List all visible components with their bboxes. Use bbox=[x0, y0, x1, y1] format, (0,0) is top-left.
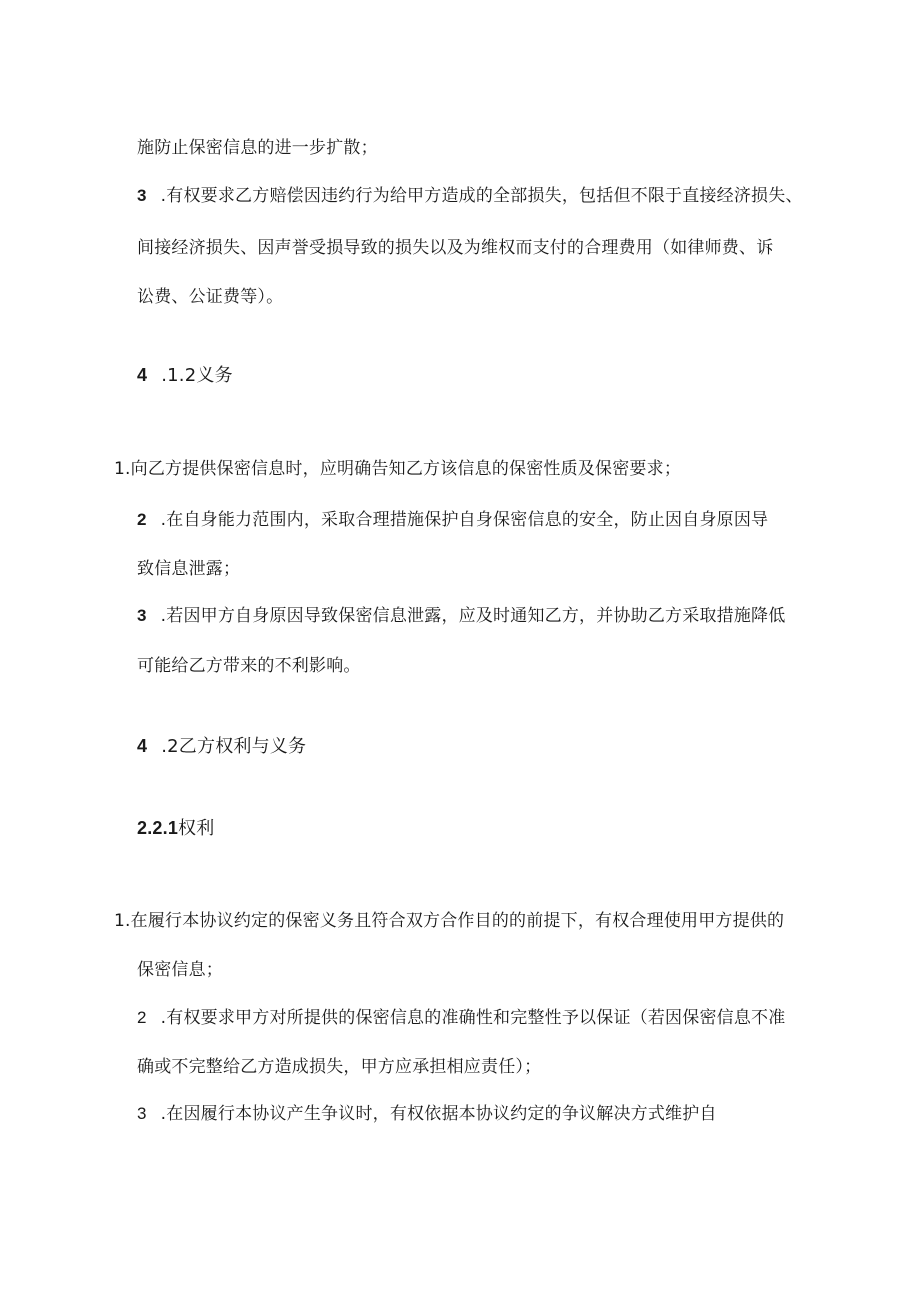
item-number: 2 bbox=[137, 510, 147, 529]
text: 致信息泄露； bbox=[137, 559, 241, 579]
subsection-heading bbox=[137, 816, 214, 841]
paragraph-line bbox=[137, 958, 223, 982]
section-heading bbox=[137, 363, 233, 388]
item-number: 3 bbox=[137, 1104, 147, 1123]
paragraph-line bbox=[137, 1006, 785, 1030]
paragraph-line bbox=[137, 654, 361, 678]
text: 确或不完整给乙方造成损失，甲方应承担相应责任）； bbox=[137, 1057, 542, 1077]
text: 可能给乙方带来的不利影响。 bbox=[137, 656, 361, 676]
heading-text: .2乙方权利与义务 bbox=[161, 736, 307, 757]
heading-number: 4 bbox=[137, 365, 148, 385]
item-number: 3 bbox=[137, 606, 147, 625]
paragraph-line bbox=[137, 1055, 541, 1079]
heading-number: 4 bbox=[137, 736, 148, 756]
paragraph-line bbox=[137, 604, 785, 628]
text: .有权要求乙方赔偿因违约行为给甲方造成的全部损失，包括但不限于直接经济损失、 bbox=[160, 186, 803, 206]
section-heading bbox=[137, 734, 306, 759]
text: 讼费、公证费等）。 bbox=[137, 287, 284, 307]
paragraph-line bbox=[137, 285, 283, 309]
text: 1.向乙方提供保密信息时，应明确告知乙方该信息的保密性质及保密要求； bbox=[114, 459, 682, 479]
text: 施防止保密信息的进一步扩散； bbox=[137, 138, 378, 158]
paragraph-line bbox=[137, 1102, 717, 1126]
item-number: 3 bbox=[137, 186, 147, 205]
text: .若因甲方自身原因导致保密信息泄露，应及时通知乙方，并协助乙方采取措施降低 bbox=[160, 606, 786, 626]
paragraph-line bbox=[137, 508, 768, 532]
heading-text: 权利 bbox=[178, 818, 215, 839]
paragraph-line bbox=[137, 184, 803, 208]
text: .在自身能力范围内，采取合理措施保护自身保密信息的安全，防止因自身原因导 bbox=[160, 510, 769, 530]
paragraph-line bbox=[114, 909, 784, 933]
text: .在因履行本协议产生争议时，有权依据本协议约定的争议解决方式维护自 bbox=[160, 1104, 717, 1124]
item-number: 2 bbox=[137, 1008, 147, 1027]
paragraph-line bbox=[137, 236, 773, 260]
heading-text: .1.2义务 bbox=[161, 365, 233, 386]
text: .有权要求甲方对所提供的保密信息的准确性和完整性予以保证（若因保密信息不准 bbox=[160, 1008, 786, 1028]
paragraph-line bbox=[114, 457, 681, 481]
text: 1.在履行本协议约定的保密义务且符合双方合作目的的前提下，有权合理使用甲方提供的 bbox=[114, 911, 785, 931]
paragraph-line bbox=[137, 136, 378, 160]
paragraph-line bbox=[137, 557, 240, 581]
text: 间接经济损失、因声誉受损导致的损失以及为维权而支付的合理费用（如律师费、诉 bbox=[137, 238, 774, 258]
text: 保密信息； bbox=[137, 960, 223, 980]
heading-number: 2.2.1 bbox=[137, 818, 179, 838]
